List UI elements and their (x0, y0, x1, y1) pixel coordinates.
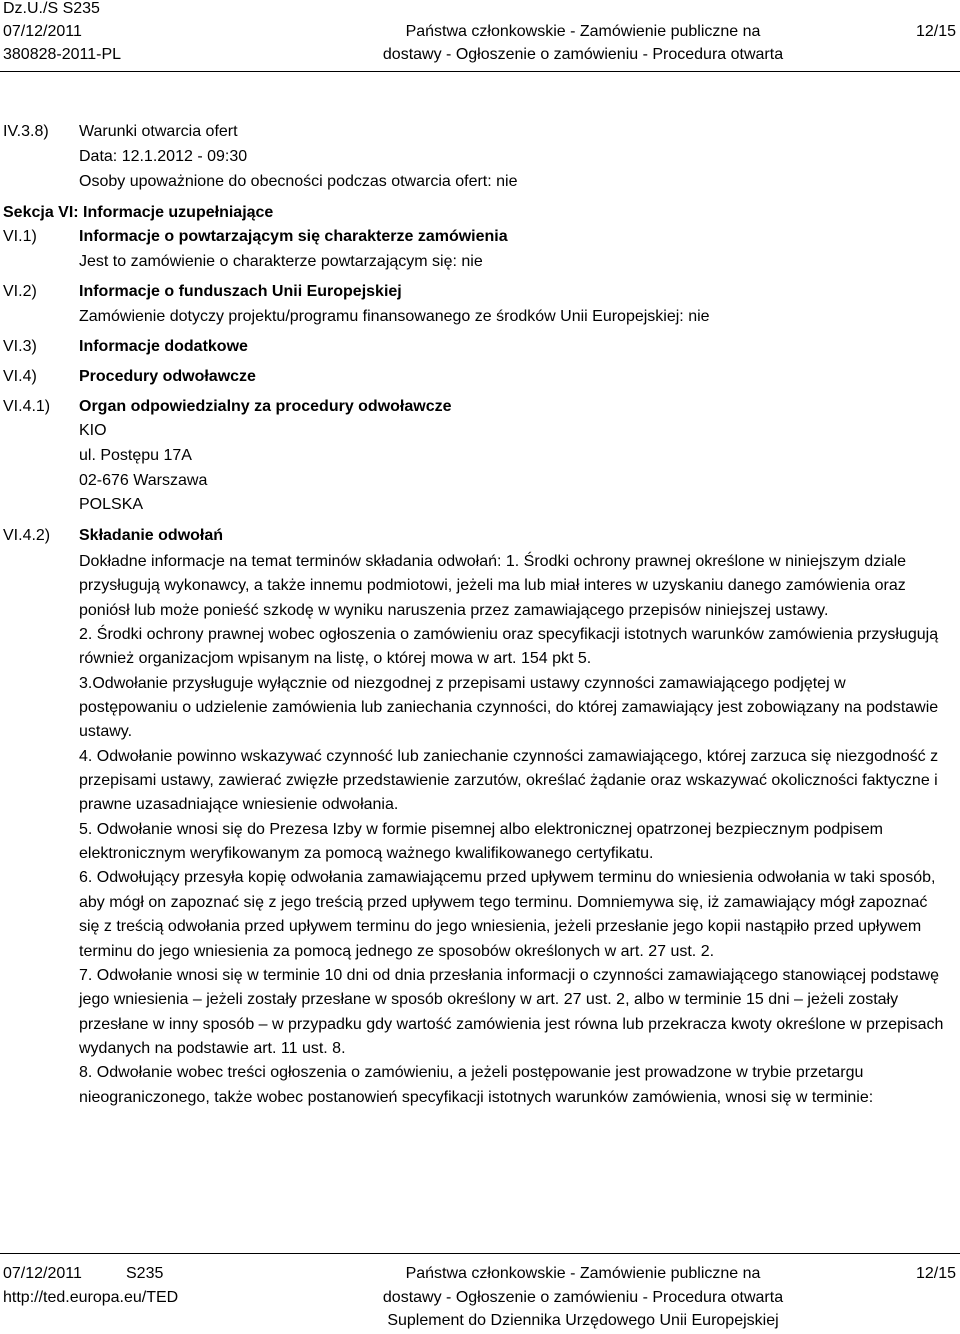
footer-title-line3: Suplement do Dziennika Urzędowego Unii Europejskiej (387, 1312, 779, 1329)
appeals-details (79, 550, 947, 1110)
appeals-paragraph: 2. Środki ochrony prawnej wobec ogłoszenia o zamówieniu oraz specyfikacji istotnych warunków zamówienia przysługują również organizacjom wpisanym na listę, o której mowa w art. 154 pkt 5. (79, 626, 939, 668)
journal-ref: Dz.U./S S235 (3, 0, 100, 17)
section-number-iv-3-8: IV.3.8) (3, 123, 49, 140)
section-number-vi-4-1: VI.4.1) (3, 398, 51, 415)
appeals-paragraph: 6. Odwołujący przesyła kopię odwołania zamawiającemu przed upływem terminu do wniesienia odwołania w taki sposób, aby mógł on zapoznać się z jego treścią przed upływem tego terminu. Domniemywa się, iż zamawiający mógł zapoznać się z treścią odwołania przed upływem terminu do jego wniesienia, jeżeli przesłanie jego kopii nastąpiło przed upływem terminu do jego wniesienia za pomocą jednego ze sposobów określonych w art. 27 ust. 2. (79, 869, 936, 960)
footer-date: 07/12/2011 (3, 1265, 82, 1282)
eu-funds-info: Zamówienie dotyczy projektu/programu finansowanego ze środków Unii Europejskiej: nie (79, 308, 710, 325)
section-vi-title: Sekcja VI: Informacje uzupełniające (3, 204, 274, 221)
review-body-country: POLSKA (79, 496, 144, 513)
appeals-paragraph: 8. Odwołanie wobec treści ogłoszenia o zamówieniu, a jeżeli postępowanie jest prowadzone w trybie przetargu nieograniczonego, także wobec postanowień specyfikacji istotnych warunków zamówienia, wnosi się w terminie: (79, 1064, 874, 1106)
review-body-street: ul. Postępu 17A (79, 447, 192, 464)
section-number-vi-4-2: VI.4.2) (3, 527, 51, 544)
appeals-paragraph: Dokładne informacje na temat terminów składania odwołań: 1. Środki ochrony prawnej określone w niniejszym dziale przysługują wykonawcy, a także innemu podmiotowi, jeżeli ma lub miał interes w uzyskaniu danego zamówienia oraz poniósł lub może ponieść szkodę w wyniku naruszenia przez zamawiającego przepisów niniejszej ustawy. (79, 553, 907, 619)
section-heading-vi-4-2: Składanie odwołań (79, 527, 224, 544)
footer-page-number: 12/15 (915, 1265, 956, 1282)
section-heading-vi-2: Informacje o funduszach Unii Europejskiej (79, 283, 402, 300)
section-number-vi-1: VI.1) (3, 228, 37, 245)
opening-date: Data: 12.1.2012 - 09:30 (79, 148, 248, 165)
footer-title-line1: Państwa członkowskie - Zamówienie publiczne na (405, 1265, 761, 1282)
footer-rule (0, 1253, 960, 1254)
appeals-paragraph: 7. Odwołanie wnosi się w terminie 10 dni od dnia przesłania informacji o czynności zamawiającego stanowiącej podstawę jego wniesienia – jeżeli zostały przesłane w sposób określony w art. 27 ust. 2, albo w terminie 15 dni – jeżeli zostały przesłane w inny sposób – w przypadku gdy wartość zamówienia jest równa lub przekracza kwoty określone w przepisach wydanych na podstawie art. 11 ust. 8. (79, 966, 944, 1057)
header-page-number: 12/15 (915, 23, 956, 40)
section-number-vi-2: VI.2) (3, 283, 37, 300)
section-heading-vi-3: Informacje dodatkowe (79, 338, 248, 355)
appeals-paragraph: 4. Odwołanie powinno wskazywać czynność lub zaniechanie czynności zamawiającego, której zarzuca się niezgodność z przepisami ustawy, zawierać zwięzłe przedstawienie zarzutów, określać żądanie oraz wskazywać okoliczności faktyczne i prawne uzasadniające wniesienie odwołania. (79, 747, 939, 814)
review-body-city: 02-676 Warszawa (79, 472, 208, 489)
review-body-name: KIO (79, 422, 107, 439)
header-rule (0, 71, 960, 72)
section-number-vi-3: VI.3) (3, 338, 37, 355)
appeals-paragraph: 5. Odwołanie wnosi się do Prezesa Izby w formie pisemnej albo elektronicznej opatrzonej bezpiecznym podpisem elektronicznym weryfikowanym za pomocą ważnego kwalifikowanego certyfikatu. (79, 820, 883, 863)
footer-title-line2: dostawy - Ogłoszenie o zamówieniu - Procedura otwarta (382, 1289, 784, 1306)
section-heading-vi-4-1: Organ odpowiedzialny za procedury odwoławcze (79, 398, 452, 415)
opening-attendance: Osoby upoważnione do obecności podczas otwarcia ofert: nie (79, 173, 518, 190)
footer-url: http://ted.europa.eu/TED (3, 1289, 179, 1306)
header-title-line2: dostawy - Ogłoszenie o zamówieniu - Procedura otwarta (382, 46, 784, 63)
header-date: 07/12/2011 (3, 23, 82, 40)
section-heading-vi-4: Procedury odwoławcze (79, 368, 256, 385)
section-heading-vi-1: Informacje o powtarzającym się charakterze zamówienia (79, 228, 508, 245)
header-title-line1: Państwa członkowskie - Zamówienie publiczne na (405, 23, 761, 40)
appeals-paragraph: 3.Odwołanie przysługuje wyłącznie od niezgodnej z przepisami ustawy czynności zamawiającego podjętej w postępowaniu o udzielenie zamówienia lub zaniechania czynności, do której zamawiający jest zobowiązany na podstawie ustawy. (79, 674, 939, 741)
section-number-vi-4: VI.4) (3, 368, 37, 385)
footer-issue: S235 (126, 1265, 164, 1282)
recurring-info: Jest to zamówienie o charakterze powtarzającym się: nie (79, 253, 483, 270)
notice-number: 380828-2011-PL (3, 46, 122, 63)
section-heading-iv-3-8: Warunki otwarcia ofert (79, 123, 238, 140)
